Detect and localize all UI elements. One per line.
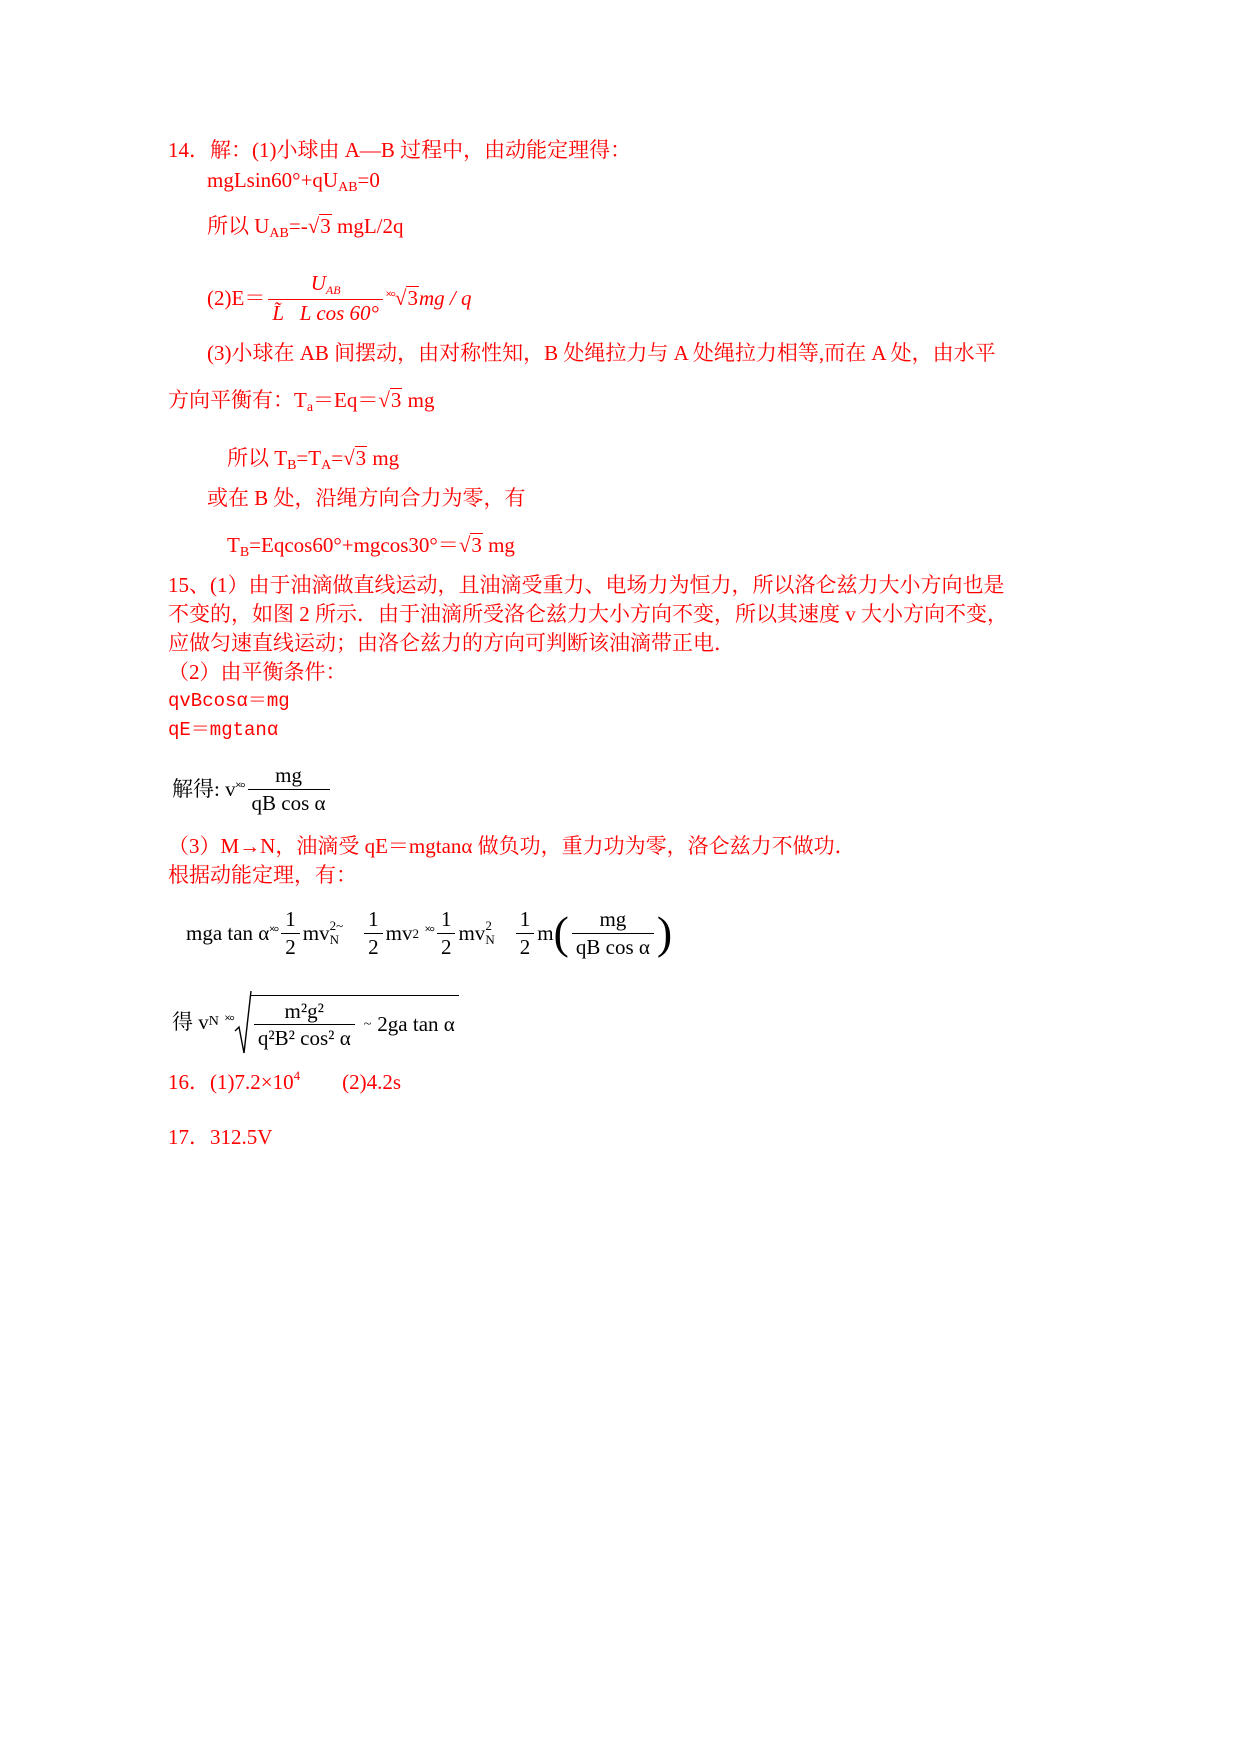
- p14-alt-method-line: 或在 B 处，沿绳方向合力为零，有: [207, 486, 526, 510]
- p15-line4: （2）由平衡条件：: [168, 660, 347, 684]
- p14-header: 14．解：(1)小球由 A—B 过程中，由动能定理得：: [168, 138, 632, 162]
- p14-part3-line2: 方向平衡有：$T_a=Eq=√3$ mg: [168, 388, 435, 415]
- p14-tb-equals-ta: 所以 $T_B=T_A=√3$ mg: [227, 446, 400, 473]
- p15-line3: 应做匀速直线运动；由洛仑兹力的方向可判断该油滴带正电．: [168, 631, 735, 655]
- p14-e-field-equation: (2)E＝ $\frac{U_{AB}}{\text{L̃ L cos 60°}}$ ˟° √3 mg / q: [207, 271, 472, 325]
- p15-line2: 不变的，如图 2 所示．由于油滴所受洛仑兹力大小方向不变，所以其速度 v 大小方向不变，: [168, 602, 1008, 626]
- p17-answer: 17．312.5V: [168, 1125, 273, 1149]
- garbled-equals-glyph: ˟°: [235, 781, 245, 796]
- p14-energy-equation: $mgLsin60^\circ+qU_{AB}=0$: [207, 168, 380, 195]
- sqrt-symbol: √3: [307, 214, 331, 238]
- sqrt-sign-icon: [234, 989, 252, 1055]
- p15-theorem-line: 根据动能定理，有：: [168, 863, 357, 887]
- p15-balance-eq1: qvBcosα＝mg: [168, 690, 290, 712]
- garbled-equals-glyph: ˟°: [385, 290, 395, 305]
- p14-uab-result: 所以 $U_{AB}=-√3$ mgL/2q: [207, 214, 404, 241]
- p15-line1: 15、(1）由于油滴做直线运动，且油滴受重力、电场力为恒力，所以洛仑兹力大小方向也是: [168, 573, 1005, 597]
- p16-answer: 16．$(1)7.2\times 10^4$ (2)4.2s: [168, 1068, 402, 1094]
- p15-balance-eq2: qE＝mgtanα: [168, 719, 279, 741]
- p15-vn-result: 得 v N ˟° $\frac{\text{m²g²}}{\text{q²B² cos² α}}$ ~ 2ga tan α: [172, 986, 459, 1058]
- p14-tb-equation: $T_B=Eqcos60^\circ+mgcos30^\circ=√3$ mg: [227, 533, 515, 560]
- p14-part3-line1: (3)小球在 AB 间摆动，由对称性知，B 处绳拉力与 A 处绳拉力相等,而在 A 处，由水平: [207, 341, 996, 365]
- p15-kinetic-energy-equation: mga tan α ˟° $\frac{1}{2}$ mv 2~ N $\frac{1}{2}$ mv 2 ˟° $\frac{1}{2}$ mv 2 N $\frac{1}{2}$ m ( $\frac{mg}{\text{qB cos α}}$ ): [186, 907, 673, 959]
- p15-velocity-solution: 解得 : v ˟° $\frac{mg}{\text{qB cos α}}$: [172, 760, 333, 818]
- p15-part3-line: （3）M→N，油滴受 qE＝mgtanα 做负功，重力功为零，洛仑兹力不做功．: [168, 834, 856, 858]
